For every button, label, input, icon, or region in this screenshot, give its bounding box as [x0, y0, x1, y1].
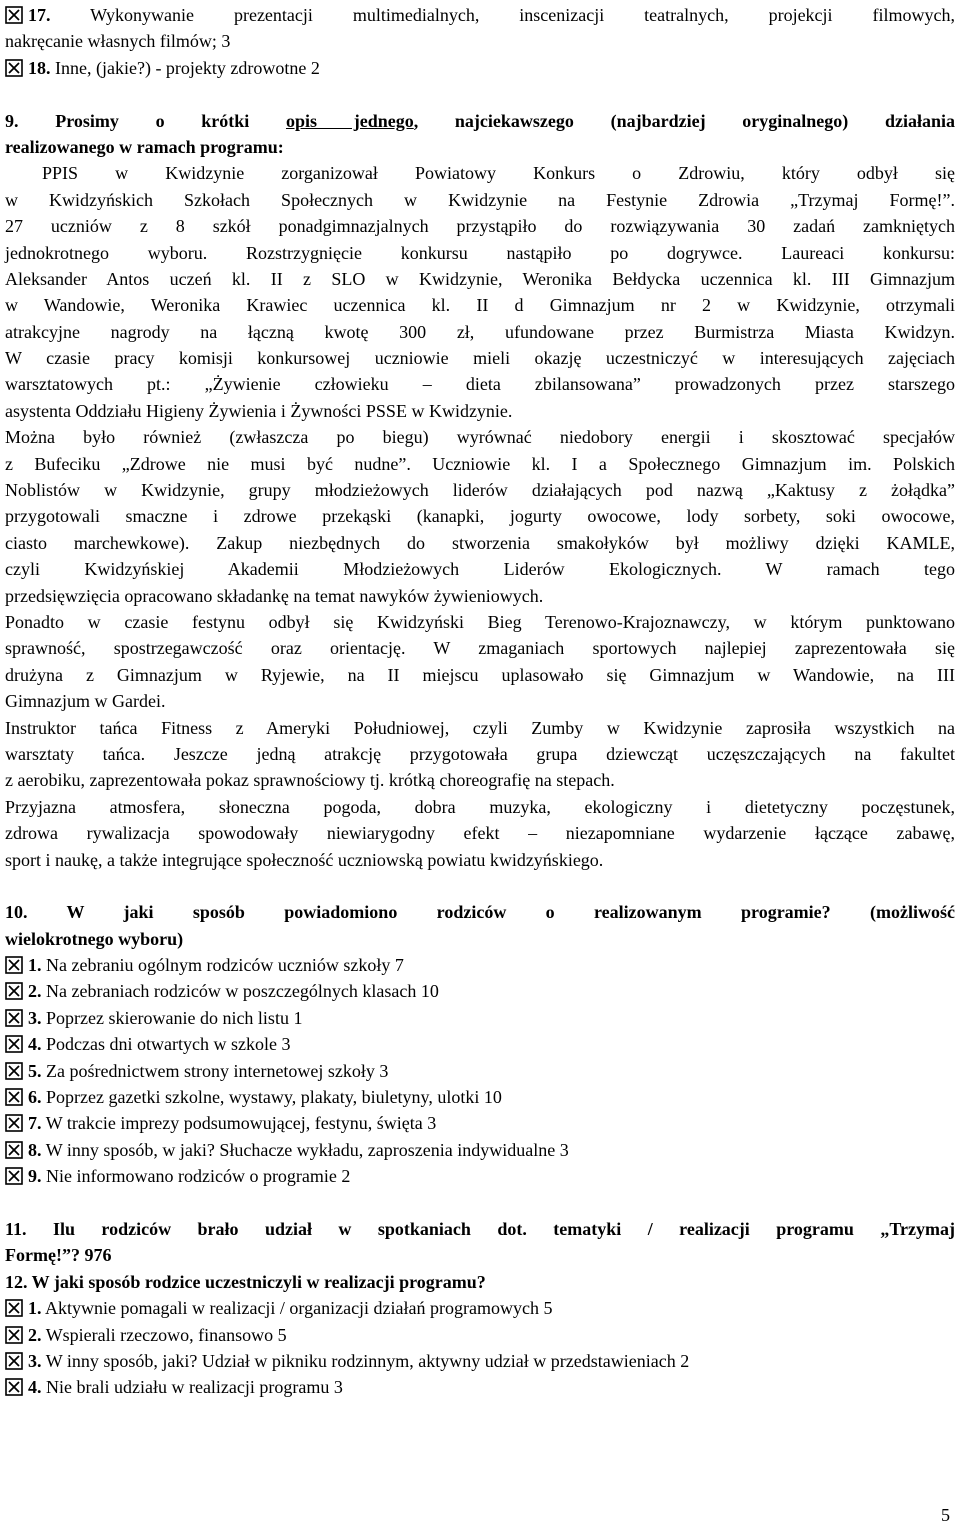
answer-line: Aleksander Antos uczeń kl. II z SLO w Kwidzynie, Weronika Bełdycka uczennica kl. III Gimnazjum: [5, 268, 955, 289]
answer-line: czyli Kwidzyńskiej Akademii Młodzieżowych Liderów Ekologicznych. W ramach tego: [5, 559, 955, 580]
option-row: [5, 1005, 955, 1031]
option-text: Poprzez gazetki szkolne, wystawy, plakaty, biuletyny, ulotki 10: [46, 1087, 502, 1108]
option-number: 1.: [28, 1298, 42, 1319]
option-18: 18. Inne, (jakie?) - projekty zdrowotne 2: [5, 55, 955, 81]
option-number: 4.: [28, 1377, 42, 1398]
answer-line: zdrowa rywalizacja spowodowały niewiarygodny efekt – niezapomniane wydarzenie łączące zabawę,: [5, 823, 955, 844]
answer-line: Noblistów w Kwidzynie, grupy młodzieżowych liderów działających pod nazwą „Kaktusy z żołądka”: [5, 480, 955, 501]
option-row: [5, 1295, 955, 1321]
checked-box-icon[interactable]: [5, 59, 23, 77]
checked-box-icon[interactable]: [5, 1062, 23, 1080]
answer-line: Można było również (zwłaszcza po biegu) wyrównać niedobory energii i skosztować specjałów: [5, 427, 955, 448]
answer-line: warsztatowych pt.: „Żywienie człowieku – dieta zbilansowana” prowadzonych przez starszego: [5, 374, 955, 395]
option-text: Wspierali rzeczowo, finansowo 5: [45, 1324, 287, 1345]
answer-line: sport i naukę, a także integrujące społeczność uczniowską powiatu kwidzyńskiego.: [5, 849, 604, 870]
option-text: Za pośrednictwem strony internetowej szkoły 3: [46, 1060, 389, 1081]
answer-line: przedsięwzięcia opracowano składankę na temat nawyków żywieniowych.: [5, 585, 544, 606]
question-10: 10. W jaki sposób powiadomiono rodziców o realizowanym programie? (możliwość: [5, 902, 955, 923]
answer-line: Instruktor tańca Fitness z Ameryki Południowej, czyli Zumby w Kwidzynie zaprosiła wszystkich na: [5, 717, 955, 738]
option-row: [5, 1348, 955, 1374]
answer-line: z aerobiku, zaprezentowała pokaz sprawnościowy tj. krótką choreografię na stepach.: [5, 770, 615, 791]
option-number: 5.: [28, 1060, 42, 1081]
option-number: 4.: [28, 1034, 42, 1055]
answer-line: atrakcyjne nagrody na łączną kwotę 300 zł, ufundowane przez Burmistrza Miasta Kwidzyn.: [5, 321, 955, 342]
answer-line: z Bufeciku „Zdrowe nie musi być nudne”. Uczniowie kl. I a Społecznego Gimnazjum im. Polskich: [5, 453, 955, 474]
answer-line: przygotowali smaczne i zdrowe przekąski (kanapki, jogurty owocowe, lody sorbety, soki owocowe,: [5, 506, 955, 527]
option-text: Poprzez skierowanie do nich listu 1: [46, 1007, 303, 1028]
option-number: 9.: [28, 1166, 42, 1187]
checked-box-icon[interactable]: [5, 982, 23, 1000]
option-text: Podczas dni otwartych w szkole 3: [46, 1034, 291, 1055]
option-row: [5, 1374, 955, 1400]
question-9-continuation: realizowanego w ramach programu:: [5, 136, 284, 157]
option-number: 1.: [28, 955, 42, 976]
option-text: Nie informowano rodziców o programie 2: [46, 1166, 351, 1187]
option-row: [5, 1163, 955, 1189]
option-text: W trakcie imprezy podsumowującej, festynu, święta 3: [45, 1113, 437, 1134]
question-11: 11. Ilu rodziców brało udział w spotkaniach dot. tematyki / realizacji programu „Trzymaj: [5, 1218, 955, 1239]
option-text: W inny sposób, jaki? Udział w pikniku rodzinnym, aktywny udział w przedstawieniach 2: [45, 1350, 690, 1371]
question-11-answer: Formę!”? 976: [5, 1245, 112, 1266]
option-row: [5, 1058, 955, 1084]
checked-box-icon[interactable]: [5, 6, 23, 24]
answer-line: W czasie pracy komisji konkursowej uczniowie mieli okazję uczestniczyć w interesujących zajęciach: [5, 348, 955, 369]
checked-box-icon[interactable]: [5, 1378, 23, 1396]
answer-line: warsztaty tańca. Jeszcze jedną atrakcję przygotowała grupa dziewcząt uczęszczających na fakultet: [5, 743, 955, 764]
answer-line: jednokrotnego wyboru. Rozstrzygnięcie konkursu nastąpiło po dogrywce. Laureaci konkursu:: [5, 242, 955, 263]
question-10-options: [5, 952, 955, 1190]
answer-text: [5, 160, 955, 873]
option-row: [5, 1137, 955, 1163]
option-number: 8.: [28, 1139, 42, 1160]
option-17: 17. Wykonywanie prezentacji multimedialnych, inscenizacji teatralnych, projekcji filmowych,: [5, 2, 955, 28]
option-row: [5, 1031, 955, 1057]
answer-line: PPIS w Kwidzynie zorganizował Powiatowy Konkurs o Zdrowiu, który odbył się: [42, 163, 955, 184]
option-text: Na zebraniu ogólnym rodziców uczniów szkoły 7: [46, 955, 404, 976]
option-row: [5, 952, 955, 978]
answer-line: Ponadto w czasie festynu odbył się Kwidzyński Bieg Terenowo-Krajoznawczy, w którym punktowano: [5, 611, 955, 632]
option-text: W inny sposób, w jaki? Słuchacze wykładu, zaproszenia indywidualne 3: [45, 1139, 569, 1160]
option-number: 2.: [28, 981, 42, 1002]
checked-box-icon[interactable]: [5, 1326, 23, 1344]
option-text: Na zebraniach rodziców w poszczególnych klasach 10: [46, 981, 439, 1002]
answer-line: w Wandowie, Weronika Krawiec uczennica kl. II d Gimnazjum nr 2 w Kwidzynie, otrzymali: [5, 295, 955, 316]
answer-line: sprawność, spostrzegawczość oraz orientację. W zmaganiach sportowych najlepiej zaprezentowała się: [5, 638, 955, 659]
page-number: 5: [941, 1505, 950, 1525]
option-text: Nie brali udziału w realizacji programu 3: [46, 1377, 343, 1398]
option-row: [5, 1322, 955, 1348]
option-number: 6.: [28, 1087, 42, 1108]
document-page: [5, 2, 955, 1401]
answer-line: ciasto marchewkowe). Zakup niezbędnych do stworzenia smakołyków był możliwy dzięki KAMLE,: [5, 532, 955, 553]
answer-line: drużyna z Gimnazjum w Ryjewie, na II miejscu uplasowało się Gimnazjum w Wandowie, na III: [5, 664, 955, 685]
checked-box-icon[interactable]: [5, 1114, 23, 1132]
checked-box-icon[interactable]: [5, 956, 23, 974]
option-number: 7.: [28, 1113, 42, 1134]
question-10-continuation: wielokrotnego wyboru): [5, 928, 184, 949]
option-number: 3.: [28, 1350, 42, 1371]
option-17-continuation: nakręcanie własnych filmów; 3: [5, 31, 231, 52]
option-row: [5, 1084, 955, 1110]
option-number: 2.: [28, 1324, 42, 1345]
option-number: 3.: [28, 1007, 42, 1028]
answer-line: 27 uczniów z 8 szkół ponadgimnazjalnych przystąpiło do rozwiązywania 30 zadań zamkniętych: [5, 216, 955, 237]
answer-line: w Kwidzyńskich Szkołach Społecznych w Kwidzynie na Festynie Zdrowia „Trzymaj Formę!”.: [5, 189, 955, 210]
checked-box-icon[interactable]: [5, 1009, 23, 1027]
checked-box-icon[interactable]: [5, 1167, 23, 1185]
answer-line: asystenta Oddziału Higieny Żywienia i Żywności PSSE w Kwidzynie.: [5, 400, 513, 421]
question-9: 9. Prosimy o krótki opis jednego, najciekawszego (najbardziej oryginalnego) działania: [5, 110, 955, 131]
option-text: Aktywnie pomagali w realizacji / organizacji działań programowych 5: [45, 1298, 553, 1319]
question-12: 12. W jaki sposób rodzice uczestniczyli w realizacji programu?: [5, 1271, 486, 1292]
answer-line: Gimnazjum w Gardei.: [5, 691, 166, 712]
checked-box-icon[interactable]: [5, 1299, 23, 1317]
option-row: [5, 1110, 955, 1136]
checked-box-icon[interactable]: [5, 1352, 23, 1370]
checked-box-icon[interactable]: [5, 1141, 23, 1159]
answer-line: Przyjazna atmosfera, słoneczna pogoda, dobra muzyka, ekologiczny i dietetyczny poczęstunek,: [5, 796, 955, 817]
option-row: [5, 978, 955, 1004]
checked-box-icon[interactable]: [5, 1088, 23, 1106]
question-12-options: [5, 1295, 955, 1401]
checked-box-icon[interactable]: [5, 1035, 23, 1053]
